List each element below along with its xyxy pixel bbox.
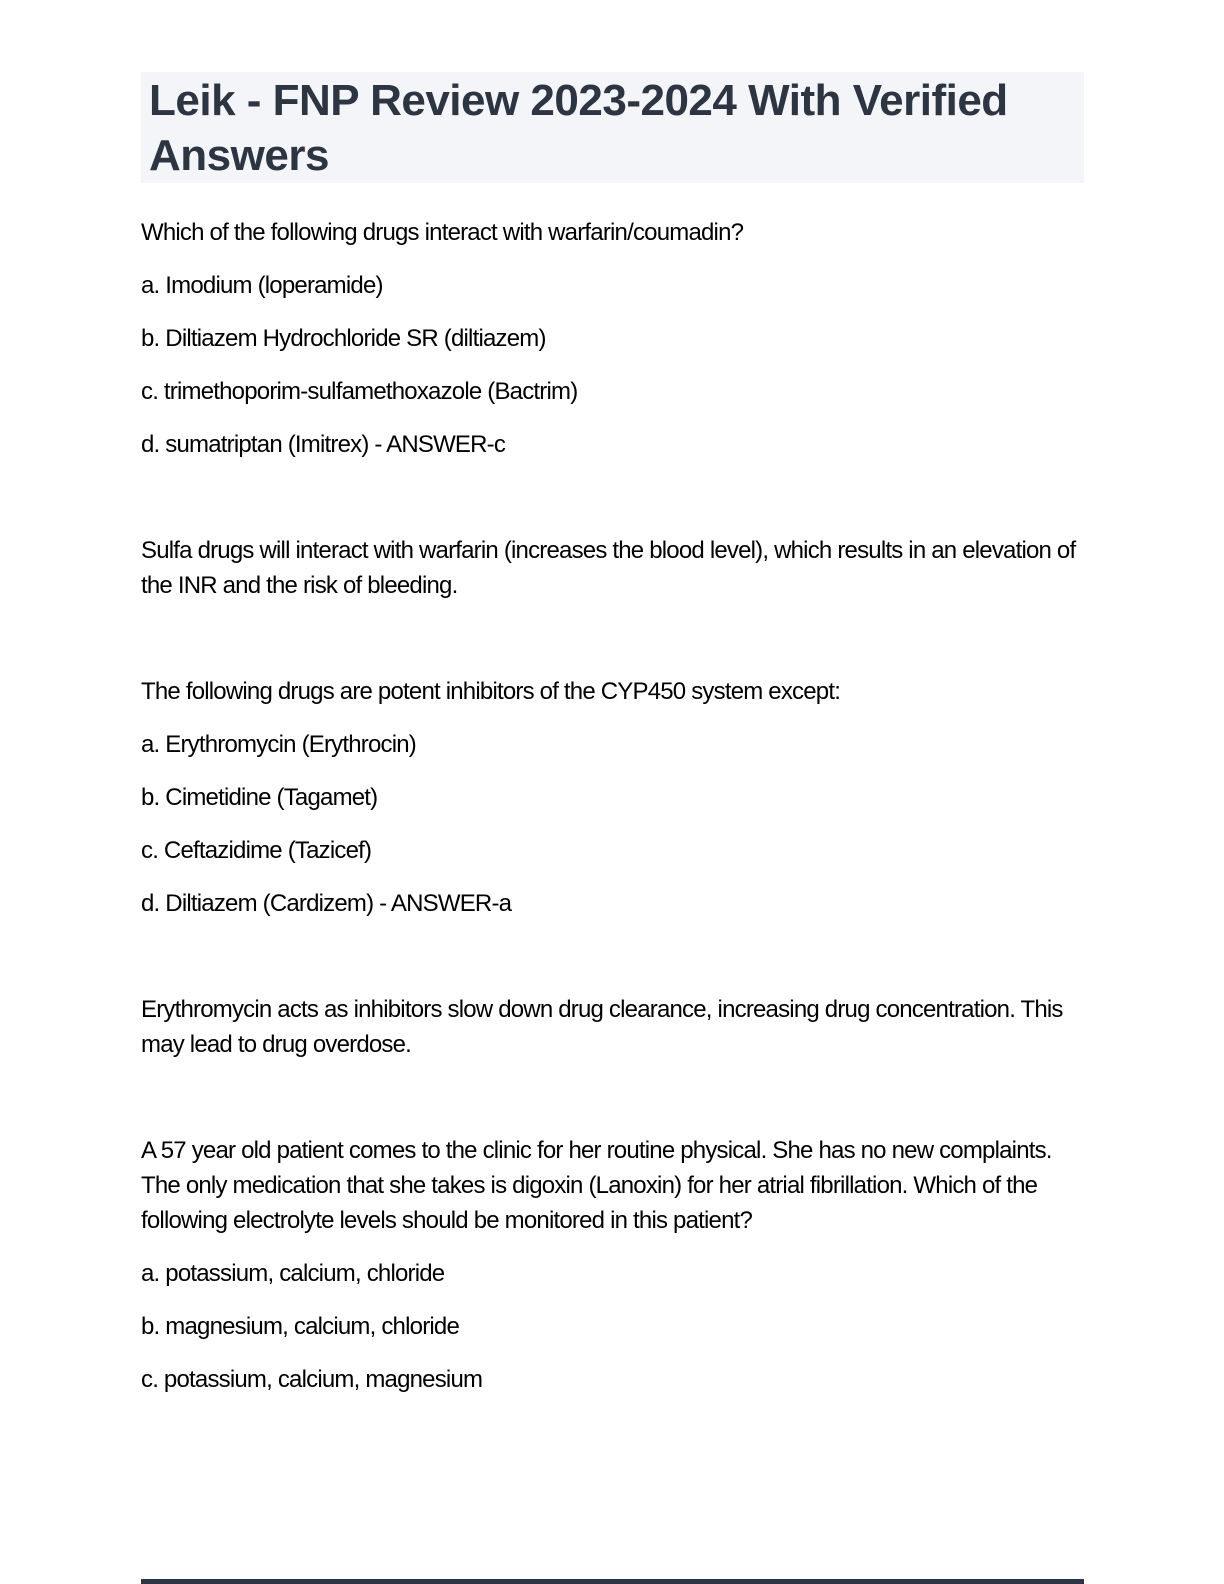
question-1-option-b: b. Diltiazem Hydrochloride SR (diltiazem) <box>141 325 546 352</box>
document-title: Leik - FNP Review 2023-2024 With Verified Answers <box>149 76 1008 180</box>
document-body <box>141 215 1077 1397</box>
question-3-text: A 57 year old patient comes to the clinic for her routine physical. She has no new complaints. The only medication that she takes is digoxin (Lanoxin) for her atrial fibrillation. Which of the following electrolyte levels should be monitored in this patient? <box>141 1137 1052 1234</box>
blank-line <box>141 621 1077 674</box>
question-2-explanation: Erythromycin acts as inhibitors slow down drug clearance, increasing drug concentration. This may lead to drug overdose. <box>141 996 1063 1058</box>
blank-line <box>141 939 1077 992</box>
question-2-option-a: a. Erythromycin (Erythrocin) <box>141 731 416 758</box>
question-3-option-c: c. potassium, calcium, magnesium <box>141 1366 483 1393</box>
question-3-option-a: a. potassium, calcium, chloride <box>141 1260 445 1287</box>
question-1-text: Which of the following drugs interact with warfarin/coumadin? <box>141 219 744 246</box>
blank-line <box>141 1080 1077 1133</box>
document-content <box>141 72 1084 1415</box>
next-page-banner-edge <box>141 1579 1084 1584</box>
question-2-option-d-answer: d. Diltiazem (Cardizem) - ANSWER-a <box>141 890 512 917</box>
question-2-option-b: b. Cimetidine (Tagamet) <box>141 784 378 811</box>
blank-line <box>141 480 1077 533</box>
title-banner <box>141 72 1084 183</box>
question-1-option-a: a. Imodium (loperamide) <box>141 272 383 299</box>
question-2-text: The following drugs are potent inhibitors of the CYP450 system except: <box>141 678 841 705</box>
question-3-option-b: b. magnesium, calcium, chloride <box>141 1313 460 1340</box>
question-1-explanation: Sulfa drugs will interact with warfarin (increases the blood level), which results in an elevation of the INR and the risk of bleeding. <box>141 537 1076 599</box>
question-1-option-c: c. trimethoporim-sulfamethoxazole (Bactrim) <box>141 378 578 405</box>
question-1-option-d-answer: d. sumatriptan (Imitrex) - ANSWER-c <box>141 431 506 458</box>
question-2-option-c: c. Ceftazidime (Tazicef) <box>141 837 372 864</box>
